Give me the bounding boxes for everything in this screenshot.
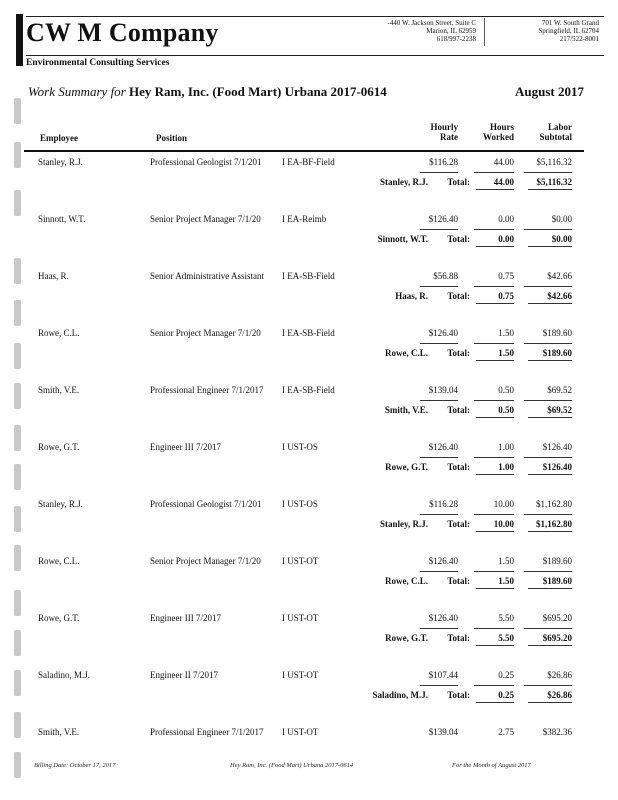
employee-cell: Rowe, C.L. (38, 328, 80, 338)
employee-cell: Sinnott, W.T. (38, 214, 86, 224)
total-underline (476, 360, 514, 361)
subtotal-cell: $189.60 (542, 328, 572, 338)
total-underline (420, 457, 458, 458)
total-underline (474, 400, 514, 401)
task-cell: I EA-SB-Field (282, 271, 335, 281)
task-cell: I UST-OT (282, 613, 319, 623)
position-cell: Engineer III 7/2017 (150, 442, 221, 452)
total-subtotal-cell: $189.60 (542, 348, 572, 358)
rate-cell: $126.40 (428, 442, 458, 452)
total-underline (420, 343, 458, 344)
employee-cell: Stanley, R.J. (38, 157, 83, 167)
total-underline (528, 531, 572, 532)
hours-cell: 1.50 (498, 328, 514, 338)
employee-cell: Smith, V.E. (38, 727, 80, 737)
employee-cell: Smith, V.E. (38, 385, 80, 395)
address-line: 618/997-2238 (436, 35, 476, 43)
total-employee-cell: Smith, V.E. (384, 405, 428, 415)
total-subtotal-cell: $126.40 (542, 462, 572, 472)
total-hours-cell: 1.50 (498, 576, 514, 586)
report-title (28, 84, 387, 100)
subtotal-cell: $382.36 (542, 727, 572, 737)
total-label: Total: (447, 405, 470, 415)
total-underline (524, 514, 572, 515)
total-underline (524, 343, 572, 344)
hours-cell: 0.00 (498, 214, 514, 224)
task-cell: I UST-OS (282, 442, 318, 452)
address-line: 217/522-8001 (559, 35, 599, 43)
hours-cell: 1.50 (498, 556, 514, 566)
total-underline (420, 172, 458, 173)
table-row (0, 328, 618, 385)
total-employee-cell: Sinnott, W.T. (377, 234, 428, 244)
title-client: Hey Ram, Inc. (Food Mart) Urbana 2017-0614 (129, 84, 387, 99)
subtotal-cell: $5,116.32 (536, 157, 572, 167)
total-employee-cell: Stanley, R.J. (379, 519, 428, 529)
total-underline (528, 360, 572, 361)
address-springfield (490, 19, 599, 43)
rate-cell: $139.04 (428, 385, 458, 395)
position-cell: Senior Project Manager 7/1/20 (150, 214, 261, 224)
address-line: 701 W. South Grand (541, 19, 599, 27)
table-row (0, 613, 618, 670)
total-underline (420, 400, 458, 401)
total-underline (474, 229, 514, 230)
total-underline (476, 588, 514, 589)
total-underline (476, 189, 514, 190)
subtotal-cell: $69.52 (547, 385, 572, 395)
position-cell: Senior Project Manager 7/1/20 (150, 328, 261, 338)
task-cell: I EA-SB-Field (282, 328, 335, 338)
total-hours-cell: 0.25 (498, 690, 514, 700)
subtotal-cell: $189.60 (542, 556, 572, 566)
footer-client: Hey Ram, Inc. (Food Mart) Urbana 2017-0614 (230, 762, 354, 769)
total-underline (474, 457, 514, 458)
table-row (0, 670, 618, 727)
column-header-hours (472, 122, 514, 142)
address-divider (484, 18, 485, 46)
table-row (0, 727, 618, 784)
header-rule (26, 55, 604, 56)
total-subtotal-cell: $5,116.32 (536, 177, 572, 187)
subtotal-cell: $1,162.80 (536, 499, 572, 509)
rate-cell: $126.40 (428, 613, 458, 623)
total-underline (476, 702, 514, 703)
total-underline (474, 514, 514, 515)
total-hours-cell: 0.00 (498, 234, 514, 244)
total-underline (524, 400, 572, 401)
header-line: Subtotal (539, 132, 572, 142)
total-label: Total: (447, 348, 470, 358)
total-hours-cell: 44.00 (493, 177, 514, 187)
address-line: -440 W. Jackson Street, Suite C (387, 19, 476, 27)
header-line: Rate (440, 132, 458, 142)
total-employee-cell: Rowe, G.T. (385, 633, 428, 643)
total-hours-cell: 10.00 (493, 519, 514, 529)
table-header-rule (24, 150, 584, 152)
letterhead-bar (16, 14, 23, 66)
table-row (0, 385, 618, 442)
total-subtotal-cell: $42.66 (547, 291, 572, 301)
column-header-subtotal (524, 122, 572, 142)
total-underline (476, 645, 514, 646)
task-cell: I UST-OT (282, 556, 319, 566)
subtotal-cell: $42.66 (547, 271, 572, 281)
position-cell: Engineer II 7/2017 (150, 670, 218, 680)
total-underline (528, 474, 572, 475)
total-label: Total: (447, 234, 470, 244)
subtotal-cell: $126.40 (542, 442, 572, 452)
total-underline (420, 514, 458, 515)
subtotal-cell: $695.20 (542, 613, 572, 623)
total-underline (476, 531, 514, 532)
hours-cell: 0.50 (498, 385, 514, 395)
task-cell: I UST-OS (282, 499, 318, 509)
total-underline (420, 628, 458, 629)
employee-cell: Rowe, C.L. (38, 556, 80, 566)
hours-cell: 1.00 (498, 442, 514, 452)
hours-cell: 44.00 (493, 157, 514, 167)
total-subtotal-cell: $189.60 (542, 576, 572, 586)
company-name: CW M Company (26, 18, 219, 47)
total-employee-cell: Saladino, M.J. (372, 690, 428, 700)
total-label: Total: (447, 291, 470, 301)
total-employee-cell: Haas, R. (395, 291, 428, 301)
total-underline (474, 343, 514, 344)
position-cell: Senior Project Manager 7/1/20 (150, 556, 261, 566)
column-header-employee: Employee (40, 133, 78, 143)
task-cell: I EA-SB-Field (282, 385, 335, 395)
title-lead: Work Summary for (28, 84, 126, 99)
rate-cell: $56.88 (433, 271, 458, 281)
header-line: Labor (547, 122, 572, 132)
employee-cell: Stanley, R.J. (38, 499, 83, 509)
subtotal-cell: $26.86 (547, 670, 572, 680)
rate-cell: $116.28 (429, 157, 458, 167)
task-cell: I EA-Reimb (282, 214, 327, 224)
company-subtitle: Environmental Consulting Services (26, 58, 170, 68)
total-hours-cell: 0.75 (498, 291, 514, 301)
task-cell: I UST-OT (282, 670, 319, 680)
employee-cell: Saladino, M.J. (38, 670, 91, 680)
total-underline (524, 571, 572, 572)
column-header-rate (412, 122, 458, 142)
total-underline (476, 474, 514, 475)
total-underline (524, 286, 572, 287)
total-underline (524, 628, 572, 629)
hours-cell: 5.50 (498, 613, 514, 623)
total-employee-cell: Rowe, G.T. (385, 462, 428, 472)
column-header-position: Position (156, 133, 188, 143)
total-underline (474, 172, 514, 173)
position-cell: Professional Geologist 7/1/201 (150, 499, 262, 509)
total-subtotal-cell: $69.52 (547, 405, 572, 415)
total-label: Total: (447, 690, 470, 700)
total-hours-cell: 1.50 (498, 348, 514, 358)
total-subtotal-cell: $695.20 (542, 633, 572, 643)
total-subtotal-cell: $0.00 (551, 234, 572, 244)
position-cell: Senior Administrative Assistant (150, 271, 264, 281)
total-underline (524, 457, 572, 458)
total-underline (474, 571, 514, 572)
total-underline (474, 685, 514, 686)
total-underline (474, 628, 514, 629)
total-underline (528, 645, 572, 646)
address-line: Marion, IL 62959 (426, 27, 476, 35)
total-underline (524, 685, 572, 686)
position-cell: Professional Engineer 7/1/2017 (150, 385, 264, 395)
total-underline (524, 229, 572, 230)
position-cell: Professional Engineer 7/1/2017 (150, 727, 264, 737)
position-cell: Professional Geologist 7/1/201 (150, 157, 262, 167)
report-month: August 2017 (515, 84, 584, 99)
total-underline (476, 303, 514, 304)
total-underline (528, 588, 572, 589)
total-underline (474, 286, 514, 287)
header-line: Worked (482, 132, 514, 142)
total-label: Total: (447, 462, 470, 472)
employee-cell: Rowe, G.T. (38, 442, 80, 452)
total-label: Total: (447, 519, 470, 529)
address-line: Springfield, IL 62704 (538, 27, 599, 35)
total-underline (528, 246, 572, 247)
total-hours-cell: 5.50 (498, 633, 514, 643)
address-marion (340, 19, 476, 43)
total-underline (420, 685, 458, 686)
binder-hole-mark (14, 98, 21, 124)
total-label: Total: (447, 177, 470, 187)
total-subtotal-cell: $1,162.80 (536, 519, 572, 529)
total-employee-cell: Stanley, R.J. (379, 177, 428, 187)
footer-period: For the Month of August 2017 (452, 762, 531, 769)
header-line: Hourly (430, 122, 458, 132)
task-cell: I EA-BF-Field (282, 157, 335, 167)
total-employee-cell: Rowe, C.L. (385, 348, 428, 358)
total-underline (528, 702, 572, 703)
header-rule-top (26, 16, 604, 17)
table-row (0, 214, 618, 271)
total-underline (420, 571, 458, 572)
total-label: Total: (447, 633, 470, 643)
total-hours-cell: 1.00 (498, 462, 514, 472)
footer-billing-date: Billing Date: October 17, 2017 (34, 762, 116, 769)
hours-cell: 0.75 (498, 271, 514, 281)
total-underline (420, 286, 458, 287)
rate-cell: $126.40 (428, 328, 458, 338)
table-row (0, 157, 618, 214)
hours-cell: 2.75 (498, 727, 514, 737)
total-underline (476, 246, 514, 247)
rate-cell: $107.44 (428, 670, 458, 680)
table-row (0, 271, 618, 328)
rate-cell: $126.40 (428, 556, 458, 566)
total-employee-cell: Rowe, C.L. (385, 576, 428, 586)
total-hours-cell: 0.50 (498, 405, 514, 415)
total-label: Total: (447, 576, 470, 586)
total-underline (476, 417, 514, 418)
subtotal-cell: $0.00 (551, 214, 572, 224)
rate-cell: $116.28 (429, 499, 458, 509)
total-underline (528, 303, 572, 304)
rate-cell: $139.04 (428, 727, 458, 737)
total-subtotal-cell: $26.86 (547, 690, 572, 700)
table-row (0, 556, 618, 613)
header-line: Hours (489, 122, 514, 132)
total-underline (528, 189, 572, 190)
rate-cell: $126.40 (428, 214, 458, 224)
table-row (0, 442, 618, 499)
total-underline (524, 172, 572, 173)
table-row (0, 499, 618, 556)
total-underline (528, 417, 572, 418)
position-cell: Engineer III 7/2017 (150, 613, 221, 623)
total-underline (420, 229, 458, 230)
employee-cell: Rowe, G.T. (38, 613, 80, 623)
hours-cell: 10.00 (493, 499, 514, 509)
task-cell: I UST-OT (282, 727, 319, 737)
hours-cell: 0.25 (498, 670, 514, 680)
employee-cell: Haas, R. (38, 271, 69, 281)
